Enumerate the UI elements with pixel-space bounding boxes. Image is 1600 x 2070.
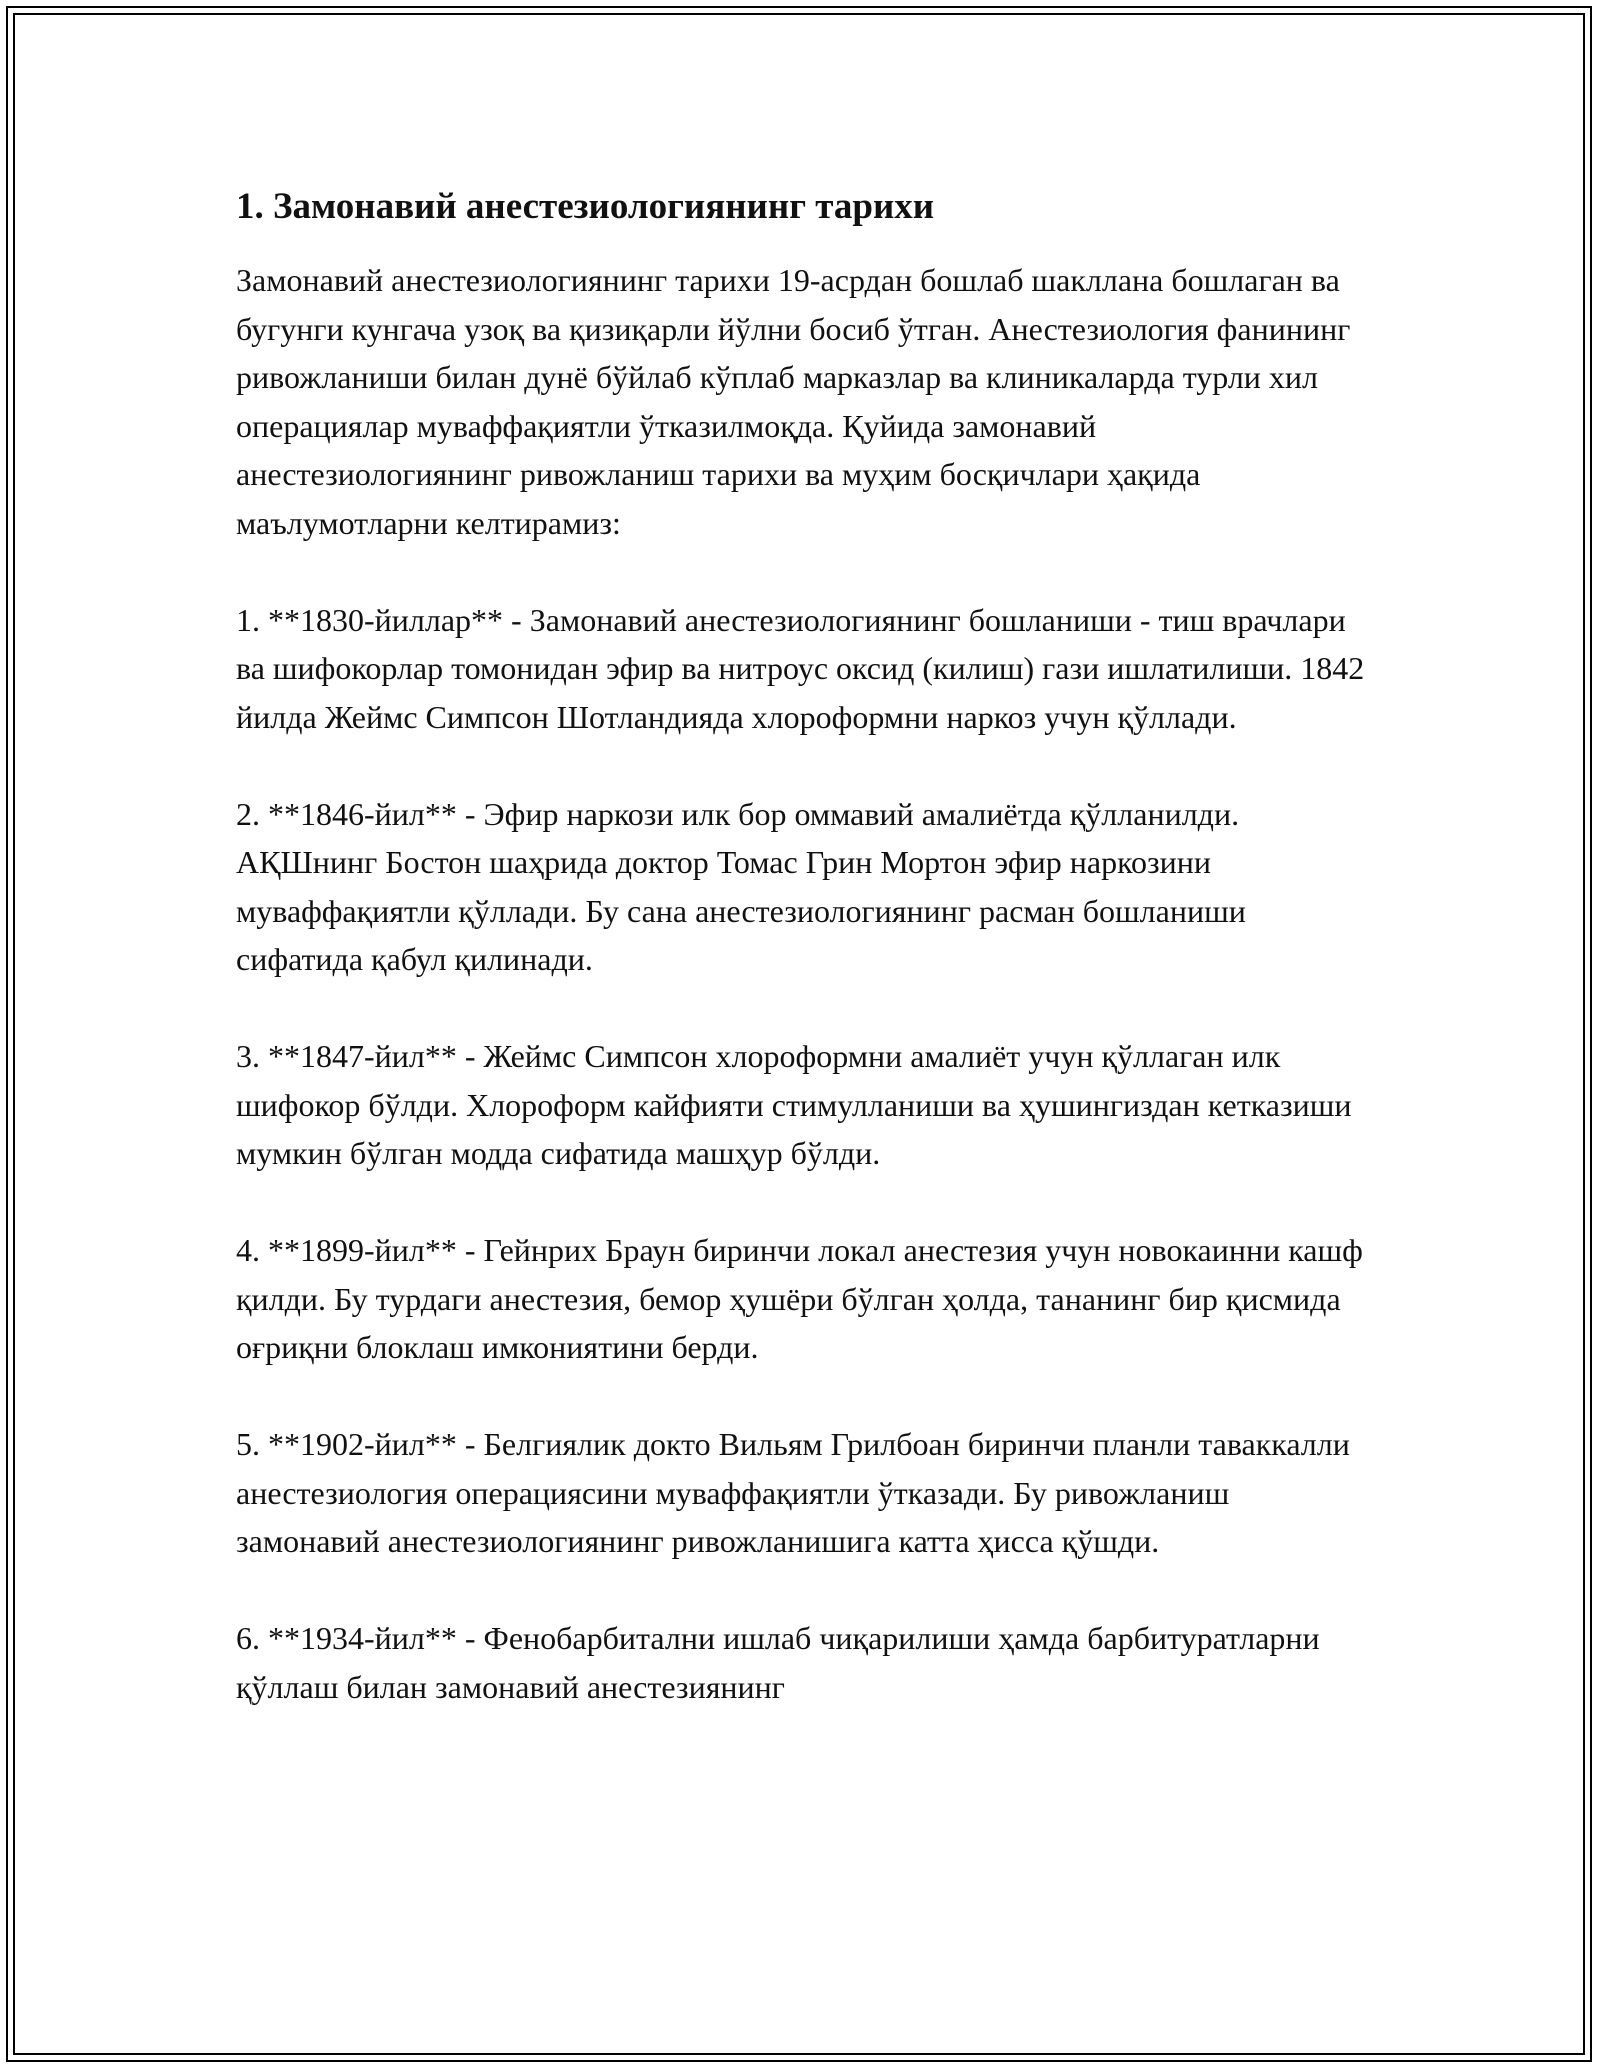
timeline-item-1846: 2. **1846-йил** - Эфир наркози илк бор оммавий амалиётда қўлланилди. АҚШнинг Бостон шаҳрида доктор Томас Грин Мортон эфир наркозини муваффақиятли қўллади. Бу сана анестезиологиянинг расман бошланиши сифатида қабул қилинади. xyxy=(236,795,1246,977)
timeline-item-1847: 3. **1847-йил** - Жеймс Симпсон хлороформни амалиёт учун қўллаган илк шифокор бўлди. Хлороформ кайфияти стимулланиши ва ҳушингиздан кетказиши мумкин бўлган модда сифатида машҳур бўлди. xyxy=(236,1038,1352,1171)
timeline-item-1830: 1. **1830-йиллар** - Замонавий анестезиологиянинг бошланиши - тиш врачлари ва шифокорлар томонидан эфир ва нитроус оксид (килиш) гази ишлатилиши. 1842 йилда Жеймс Симпсон Шотландияда хлороформни наркоз учун қўллади. xyxy=(236,601,1365,735)
document-body xyxy=(236,184,1366,1711)
timeline-item-1902: 5. **1902-йил** - Белгиялик докто Вильям Грилбоан биринчи планли таваккалли анестезиология операциясини муваффақиятли ўтказади. Бу ривожланиш замонавий анестезиологиянинг ривожланишига катта ҳисса қўшди. xyxy=(236,1426,1350,1559)
timeline-item-1934: 6. **1934-йил** - Фенобарбитални ишлаб чиқарилиши ҳамда барбитуратларни қўллаш билан замонавий анестезиянинг xyxy=(236,1620,1320,1705)
section-heading: 1. Замонавий анестезиологиянинг тарихи xyxy=(236,186,935,227)
intro-paragraph: Замонавий анестезиологиянинг тарихи 19-асрдан бошлаб шакллана бошлаган ва бугунги кунгача узоқ ва қизиқарли йўлни босиб ўтган. Анестезиология фанининг ривожланиши билан дунё бўйлаб кўплаб марказлар ва клиникаларда турли хил операциялар муваффақиятли ўтказилмоқда. Қуйида замонавий анестезиологиянинг ривожланиш тарихи ва муҳим босқичлари ҳақида маълумотларни келтирамиз: xyxy=(236,262,1351,541)
timeline-item-1899: 4. **1899-йил** - Гейнрих Браун биринчи локал анестезия учун новокаинни кашф қилди. Бу турдаги анестезия, бемор ҳушёри бўлган ҳолда, тананинг бир қисмида оғриқни блоклаш имкониятини берди. xyxy=(236,1232,1363,1365)
